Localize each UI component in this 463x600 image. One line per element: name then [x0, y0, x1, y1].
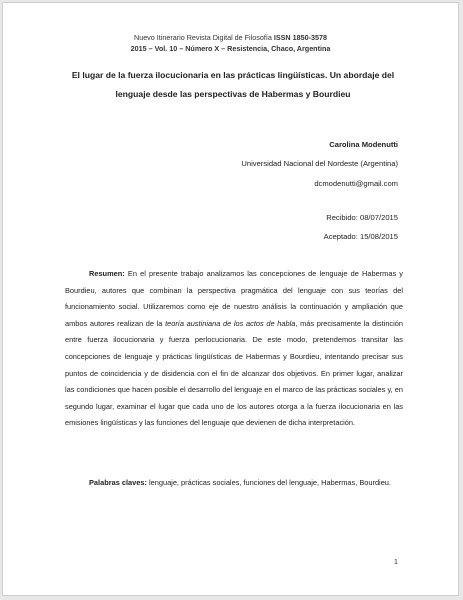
journal-name: Nuevo Itinerario Revista Digital de Filosofía — [134, 33, 274, 42]
keywords-text: lenguaje, prácticas sociales, funciones del lenguaje, Habermas, Bourdieu. — [146, 478, 391, 487]
journal-header-line1 — [3, 33, 458, 42]
author-name: Carolina Modenutti — [329, 140, 398, 149]
keywords-label: Palabras claves: — [89, 478, 147, 487]
issn: ISSN 1850-3578 — [273, 33, 327, 42]
document-page — [2, 2, 459, 596]
journal-header-line2: 2015 – Vol. 10 – Número X – Resistencia, Chaco, Argentina — [130, 44, 331, 53]
paper-title: El lugar de la fuerza ilocucionaria en las prácticas lingüísticas. Un abordaje del lenguaje desde las perspectivas de Habermas y Bourdieu — [71, 70, 395, 99]
received-date: Recibido: 08/07/2015 — [326, 213, 398, 222]
abstract-label: Resumen: — [89, 269, 125, 278]
accepted-date: Aceptado: 15/08/2015 — [323, 232, 398, 241]
abstract-text-part2: , más precisamente la distinción entre fuerza ilocucionaria y fuerza perlocucionaria. De este modo, pretendemos transitar las concepciones de lenguaje y prácticas lingüísticas de Habermas y Bourdieu, intentando precisar sus puntos de coincidencia y de disidencia con el fin de alcanzar dos objetivos. En primer lugar, analizar las condiciones que hacen posible el desarrollo del lenguaje en el marco de las prácticas sociales y, en segundo lugar, examinar el lugar que cada uno de los autores otorga a la fuerza ilocucionaria en las emisiones lingüísticas y las funciones del lenguaje que devienen de dicha interpretación. — [65, 318, 403, 428]
abstract-italic-term: teoría austiniana de los actos de habla — [165, 318, 296, 328]
author-affiliation: Universidad Nacional del Nordeste (Argentina) — [241, 159, 398, 168]
abstract — [65, 266, 403, 432]
author-email[interactable]: dcmodenutti@gmail.com — [314, 179, 398, 188]
keywords — [65, 475, 403, 492]
abstract-text-part1: En el presente trabajo analizamos las concepciones de lenguaje de Habermas y Bourdieu, autores que combinan la perspectiva pragmática del lenguaje con sus teorías del funcionamiento social. Utilizaremos como eje de nuestro análisis la continuación y ampliación que ambos autores realizan de la — [65, 269, 403, 328]
page-number: 1 — [393, 557, 398, 566]
